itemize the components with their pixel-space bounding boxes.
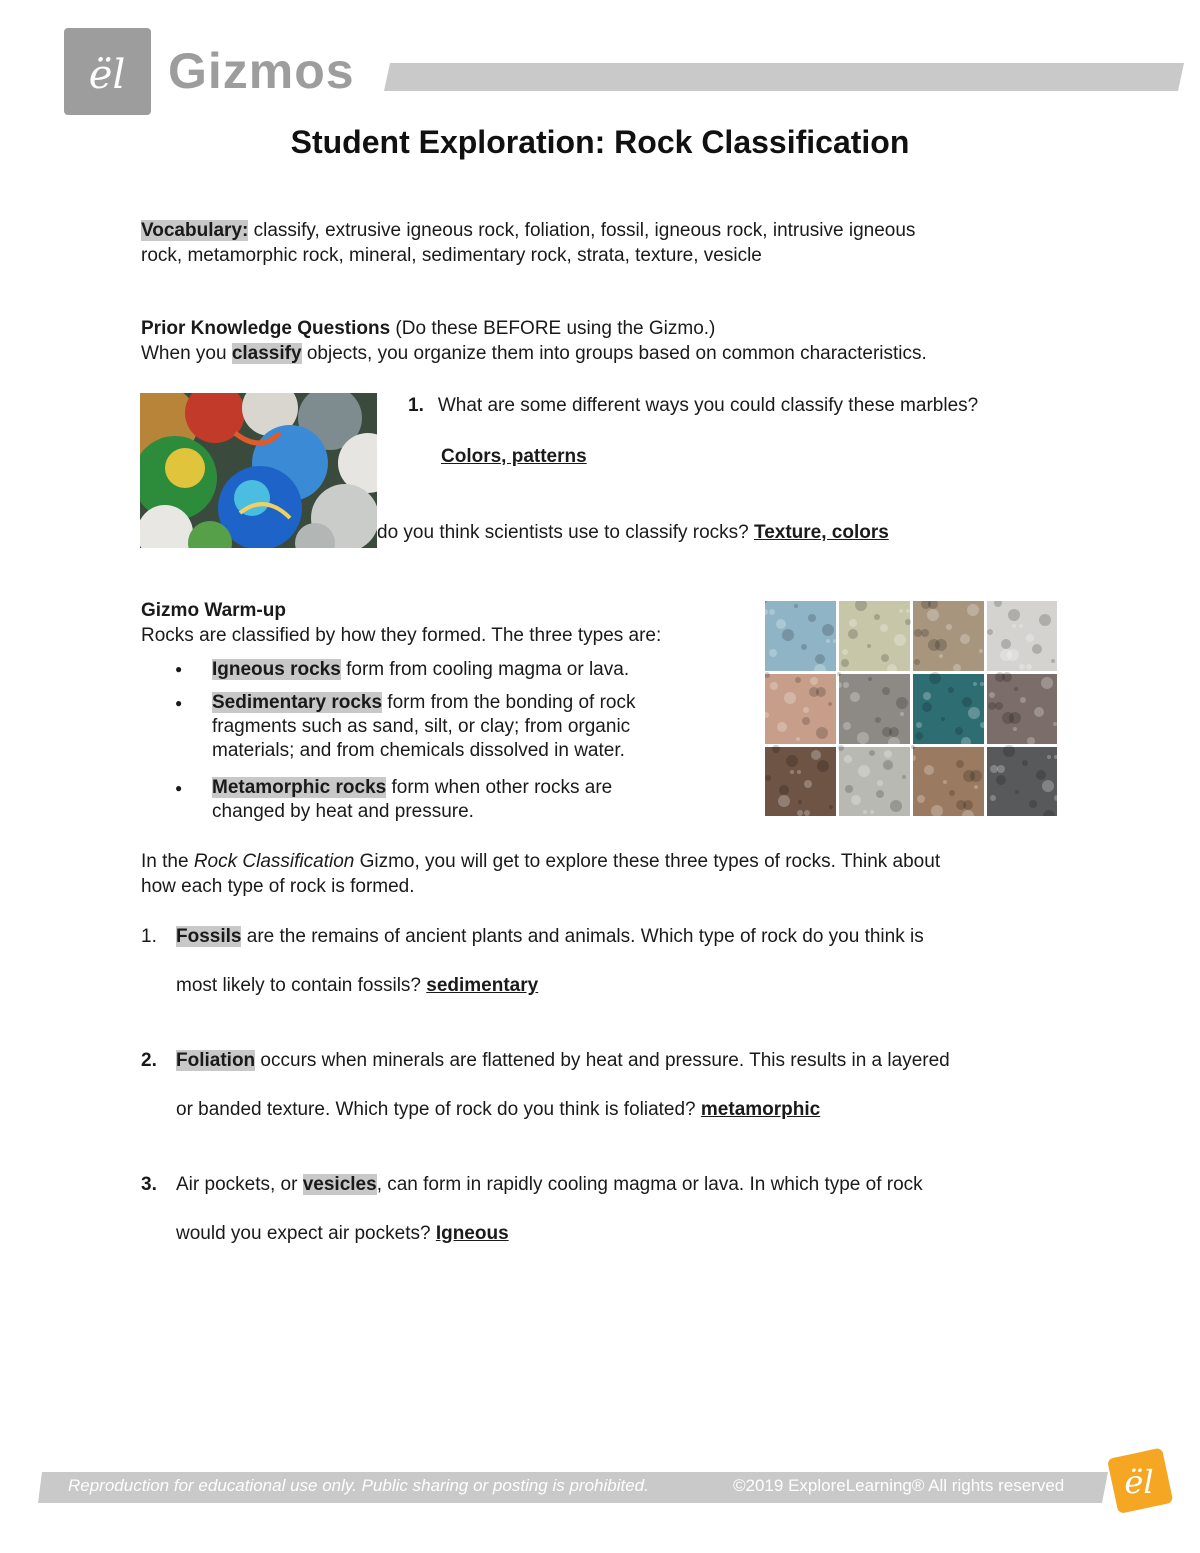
answer-q1: Colors, patterns [441, 446, 587, 467]
rock-texture-speckle [881, 654, 889, 662]
rock-texture-speckle [1013, 727, 1017, 731]
rock-texture-speckle [876, 790, 884, 798]
prior-intro-text-end: objects, you organize them into groups based on common characteristics. [301, 343, 927, 364]
term-metamorphic: Metamorphic rocks [212, 777, 387, 798]
rock-texture-speckle [1032, 644, 1042, 654]
term-sedimentary: Sedimentary rocks [212, 692, 383, 713]
intro-text: how each type of rock is formed. [141, 876, 415, 897]
gizmo-name: Rock Classification [193, 851, 355, 872]
rock-texture-speckle [851, 795, 861, 805]
question-text: would you expect air pockets? [176, 1223, 436, 1244]
rock-texture-speckle [935, 639, 947, 651]
rock-texture-speckle [1029, 800, 1037, 808]
rock-texture-speckle [1039, 614, 1051, 626]
rock-texture-speckle [811, 750, 821, 760]
rock-texture-speckle [916, 722, 922, 728]
prior-question-1 [408, 393, 1108, 418]
rock-texture-speckle [822, 624, 834, 636]
rock-texture-speckle [808, 614, 816, 622]
intro-text: In the [141, 851, 194, 872]
rock-texture-speckle [1007, 649, 1019, 661]
rock-texture-speckle [914, 659, 920, 665]
rock-texture-speckle [974, 785, 978, 789]
question-text: Air pockets, or [176, 1174, 303, 1195]
rock-texture-speckle [1019, 664, 1025, 670]
rock-texture-speckle [858, 765, 870, 777]
rock-texture-speckle [905, 619, 911, 625]
question-text: or banded texture. Which type of rock do you think is foliated? [176, 1099, 701, 1120]
rock-texture-speckle [870, 810, 874, 814]
rock-texture-speckle [979, 649, 983, 653]
rock-texture-speckle [803, 707, 809, 713]
rock-texture-speckle [921, 629, 929, 637]
bullet-text: materials; and from chemicals dissolved in water. [212, 740, 625, 761]
rock-texture-speckle [816, 727, 828, 739]
rock-texture-speckle [939, 654, 943, 658]
question-number: 1. [141, 926, 157, 947]
rock-texture-speckle [917, 795, 925, 803]
rock-texture-speckle [816, 687, 826, 697]
rock-texture-speckle [988, 702, 996, 710]
rock-texture-speckle [1002, 672, 1012, 682]
rock-texture-speckle [1019, 624, 1023, 628]
rock-texture-speckle [849, 619, 857, 627]
rock-texture-speckle [1003, 745, 1015, 757]
rock-texture-speckle [884, 750, 892, 758]
rock-texture-speckle [924, 765, 934, 775]
rock-texture-speckle [796, 737, 800, 741]
rock-texture-speckle [1020, 697, 1026, 703]
question-number: 2. [141, 1050, 157, 1071]
answer-foliation: metamorphic [700, 1099, 821, 1120]
question-text: do you think scientists use to classify rocks? [377, 522, 754, 543]
rock-texture-speckle [900, 712, 904, 716]
rock-texture-speckle [857, 732, 869, 744]
rock-texture-speckle [1012, 624, 1016, 628]
rock-texture-speckle [794, 604, 798, 608]
question-3-line-2 [176, 1221, 1076, 1246]
rock-sample-tile [839, 674, 910, 744]
rock-texture-speckle [962, 697, 972, 707]
rock-texture-speckle [922, 702, 932, 712]
rock-sample-tile [765, 747, 836, 816]
question-text: What are some different ways you could classify these marbles? [437, 395, 979, 416]
rock-texture-speckle [1034, 707, 1044, 717]
rock-texture-speckle [1008, 609, 1020, 621]
rock-texture-speckle [765, 775, 771, 781]
rock-texture-speckle [896, 697, 908, 709]
rock-texture-speckle [874, 614, 880, 620]
rock-sample-tile [913, 747, 984, 816]
rock-texture-speckle [804, 780, 812, 788]
rock-texture-speckle [877, 780, 883, 786]
rock-texture-speckle [910, 755, 916, 761]
term-igneous: Igneous rocks [212, 659, 341, 680]
rock-texture-speckle [902, 775, 906, 779]
rock-texture-speckle [869, 750, 875, 756]
rock-texture-speckle [826, 639, 830, 643]
prior-heading: Prior Knowledge Questions [141, 318, 391, 339]
header-bar [384, 63, 1184, 91]
rock-texture-speckle [1015, 790, 1019, 794]
rock-texture-speckle [1014, 687, 1018, 691]
rock-texture-speckle [1027, 737, 1035, 745]
brand-name: Gizmos [168, 43, 355, 99]
bullet-icon: ● [175, 781, 183, 795]
rock-texture-speckle [797, 810, 803, 816]
rock-texture-speckle [797, 770, 801, 774]
vocabulary-section [141, 218, 1041, 268]
rock-texture-speckle [990, 795, 996, 801]
rock-texture-speckle [790, 770, 794, 774]
rock-texture-speckle [843, 722, 851, 730]
rock-samples-image [765, 601, 1057, 816]
warmup-section [141, 598, 741, 648]
prior-question-2 [377, 520, 1077, 545]
bullet-igneous [212, 657, 712, 682]
rock-texture-speckle [927, 609, 939, 621]
rock-texture-speckle [956, 760, 964, 768]
rock-texture-speckle [980, 722, 986, 728]
vocabulary-label: Vocabulary: [141, 220, 249, 241]
rock-texture-speckle [880, 624, 888, 632]
rock-texture-speckle [1042, 780, 1054, 792]
rock-texture-speckle [973, 682, 977, 686]
rock-texture-speckle [843, 682, 849, 688]
rock-texture-speckle [777, 722, 787, 732]
question-text: occurs when minerals are flattened by heat and pressure. This results in a layered [255, 1050, 950, 1071]
question-2-line-1 [176, 1048, 1076, 1073]
rock-texture-speckle [770, 682, 778, 690]
question-2-line-2 [176, 1097, 1076, 1122]
rock-texture-speckle [914, 629, 922, 637]
question-number: 1. [408, 395, 424, 416]
vocabulary-line-1: classify, extrusive igneous rock, foliation, fossil, igneous rock, intrusive igneous [248, 220, 916, 241]
rock-texture-speckle [833, 639, 837, 643]
rock-texture-speckle [815, 654, 825, 664]
rock-texture-speckle [997, 765, 1005, 773]
rock-texture-speckle [837, 672, 841, 676]
prior-intro-text: When you [141, 343, 232, 364]
footer-notice: Reproduction for educational use only. Public sharing or posting is prohibited. [68, 1476, 649, 1495]
rock-texture-speckle [882, 687, 890, 695]
marbles-image [140, 393, 377, 548]
question-1-line-1 [176, 924, 1076, 949]
bullet-metamorphic [212, 776, 712, 824]
rock-texture-speckle [867, 644, 871, 648]
bullet-icon: ● [175, 696, 183, 710]
rock-texture-speckle [875, 717, 881, 723]
rock-texture-speckle [804, 810, 810, 816]
rock-texture-speckle [967, 604, 979, 616]
explorelearning-logo-icon [1102, 1443, 1176, 1517]
rock-texture-speckle [1026, 664, 1032, 670]
rock-sample-tile [987, 601, 1057, 671]
svg-text:ël: ël [88, 52, 126, 98]
term-vesicles: vesicles [302, 1174, 377, 1195]
rock-texture-speckle [845, 785, 853, 793]
rock-texture-speckle [989, 692, 995, 698]
rock-texture-speckle [772, 745, 780, 753]
rock-sample-tile [765, 601, 836, 671]
rock-texture-speckle [1036, 770, 1046, 780]
question-text: are the remains of ancient plants and animals. Which type of rock do you think is [241, 926, 924, 947]
rock-texture-speckle [990, 765, 998, 773]
rock-texture-speckle [953, 664, 961, 672]
bullet-text: form from cooling magma or lava. [340, 659, 630, 680]
vocabulary-line-2: rock, metamorphic rock, mineral, sedimentary rock, strata, texture, vesicle [141, 245, 762, 266]
rock-texture-speckle [1026, 634, 1034, 642]
rock-texture-speckle [786, 755, 798, 767]
rock-texture-speckle [863, 810, 867, 814]
rock-texture-speckle [838, 745, 844, 751]
question-number: 3. [141, 1174, 157, 1195]
rock-texture-speckle [1022, 760, 1028, 766]
svg-text:ël: ël [1124, 1463, 1154, 1501]
el-logo-icon [64, 28, 151, 115]
bullet-text: form when other rocks are [386, 777, 613, 798]
rock-texture-speckle [890, 800, 902, 812]
warmup-intro: Rocks are classified by how they formed. The three types are: [141, 625, 662, 646]
prior-knowledge-section [141, 316, 1121, 366]
rock-texture-speckle [889, 727, 899, 737]
term-classify: classify [231, 343, 302, 364]
answer-q2: Texture, colors [754, 522, 889, 543]
rock-texture-speckle [801, 644, 807, 650]
rock-texture-speckle [963, 800, 973, 810]
rock-texture-speckle [828, 702, 832, 706]
rock-texture-speckle [949, 790, 955, 796]
rock-texture-speckle [817, 760, 829, 772]
rock-texture-speckle [795, 677, 801, 683]
rock-texture-speckle [1051, 659, 1055, 663]
rock-texture-speckle [778, 795, 790, 807]
rock-texture-speckle [923, 692, 931, 700]
rock-texture-speckle [836, 682, 842, 688]
rock-texture-speckle [782, 629, 794, 641]
warmup-heading: Gizmo Warm-up [141, 600, 286, 621]
rock-texture-speckle [802, 717, 810, 725]
rock-texture-speckle [946, 624, 952, 630]
rock-texture-speckle [941, 717, 945, 721]
bullet-text: form from the bonding of rock [382, 692, 636, 713]
bullet-text: fragments such as sand, silt, or clay; from organic [212, 716, 631, 737]
footer-copyright: ©2019 ExploreLearning® All rights reserved [733, 1476, 1065, 1495]
rock-texture-speckle [779, 785, 789, 795]
rock-texture-speckle [960, 634, 970, 644]
rock-texture-speckle [841, 659, 849, 667]
answer-vesicles: Igneous [435, 1223, 509, 1244]
rock-texture-speckle [929, 672, 941, 684]
intro-text: Gizmo, you will get to explore these three types of rocks. Think about [354, 851, 941, 872]
rock-texture-speckle [769, 649, 777, 657]
rock-texture-speckle [844, 755, 852, 763]
intro-paragraph [141, 849, 1071, 899]
rock-texture-speckle [769, 609, 775, 615]
bullet-text: changed by heat and pressure. [212, 801, 474, 822]
page-title: Student Exploration: Rock Classification [290, 124, 910, 160]
bullet-icon: ● [175, 662, 183, 676]
rock-texture-speckle [1001, 639, 1011, 649]
term-fossils: Fossils [176, 926, 242, 947]
rock-texture-speckle [848, 629, 858, 639]
gizmos-logo [64, 28, 151, 115]
rock-texture-speckle [894, 634, 906, 646]
question-text: most likely to contain fossils? [176, 975, 427, 996]
rock-texture-speckle [1047, 755, 1051, 759]
rock-texture-speckle [961, 737, 971, 747]
question-text: , can form in rapidly cooling magma or lava. In which type of rock [376, 1174, 923, 1195]
question-1-line-2 [176, 973, 1076, 998]
answer-fossils: sedimentary [426, 975, 539, 996]
rock-texture-speckle [899, 609, 903, 613]
rock-texture-speckle [829, 805, 833, 809]
rock-texture-speckle [906, 609, 910, 613]
rock-texture-speckle [868, 677, 872, 681]
rock-texture-speckle [970, 770, 982, 782]
rock-texture-speckle [798, 800, 802, 804]
rock-texture-speckle [995, 702, 1003, 710]
rock-texture-speckle [784, 692, 796, 704]
rock-texture-speckle [996, 775, 1006, 785]
rock-texture-speckle [1041, 677, 1053, 689]
rock-texture-speckle [943, 780, 947, 784]
rock-texture-speckle [955, 727, 963, 735]
rock-texture-speckle [850, 692, 860, 702]
question-3-line-1 [176, 1172, 1076, 1197]
rock-texture-speckle [776, 619, 786, 629]
rock-texture-speckle [810, 677, 818, 685]
rock-texture-speckle [948, 687, 954, 693]
prior-heading-note: (Do these BEFORE using the Gizmo.) [390, 318, 716, 339]
rock-texture-speckle [883, 760, 893, 770]
rock-texture-speckle [987, 629, 993, 635]
rock-texture-speckle [1053, 722, 1057, 726]
bullet-sedimentary [212, 691, 712, 763]
rock-texture-speckle [915, 732, 923, 740]
rock-texture-speckle [1009, 712, 1021, 724]
term-foliation: Foliation [176, 1050, 256, 1071]
rock-texture-speckle [911, 745, 915, 749]
rock-texture-speckle [968, 707, 980, 719]
rock-texture-speckle [980, 682, 984, 686]
rock-texture-speckle [887, 664, 897, 674]
rock-texture-speckle [842, 649, 848, 655]
